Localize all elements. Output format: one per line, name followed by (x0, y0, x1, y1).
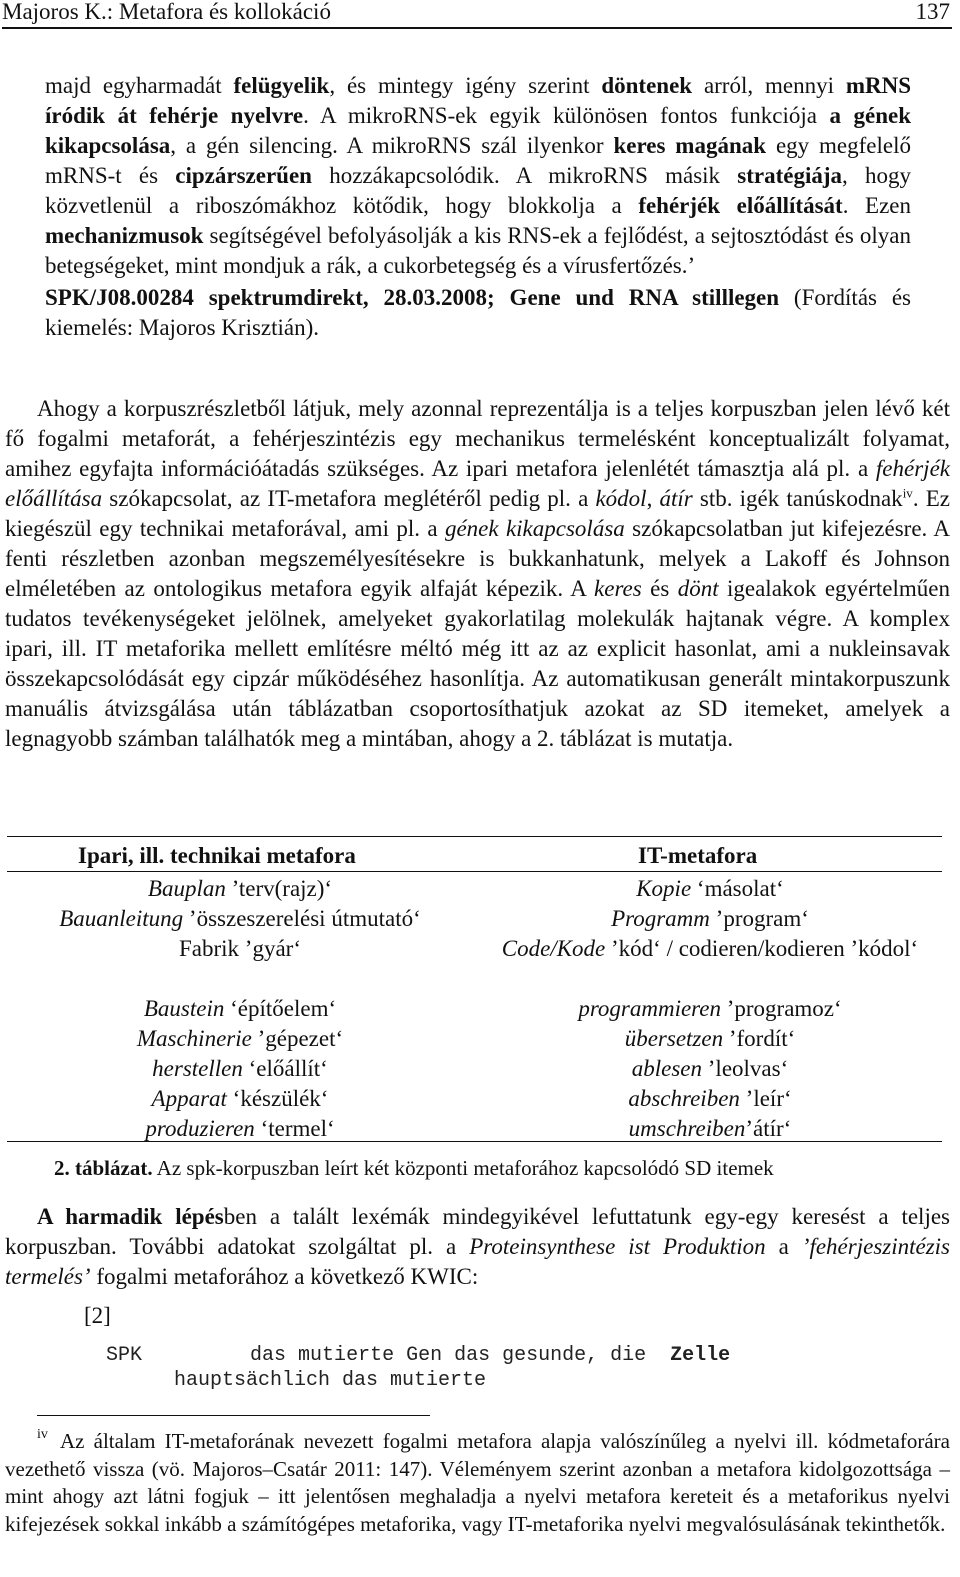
table-row: Code/Kode ’kód‘ / codieren/kodieren ’kódol‘ (501, 936, 919, 961)
table-column-it (480, 874, 940, 1144)
quote-source: SPK/J08.00284 spektrumdirekt, 28.03.2008; Gene und RNA stilllegen (Fordítás és kiemelés: Majoros Krisztián). (45, 285, 911, 340)
footnote-rule (37, 1415, 430, 1416)
table-row (10, 964, 470, 994)
table-header-right: IT-metafora (638, 843, 758, 868)
table-rule-bottom (7, 1141, 942, 1142)
kwic-left-context: das mutierte Gen das gesunde, die (250, 1344, 647, 1367)
table-row: herstellen ‘előállít‘ (152, 1056, 328, 1081)
body-paragraph-2: A harmadik lépésben a talált lexémák mindegyikével lefuttatunk egy-egy keresést a teljes korpuszban. További adatokat szolgáltat pl. a Proteinsynthese ist Produktion a ’fehérjeszintézis termelés’ fogalmi metaforához a következő KWIC: (5, 1204, 950, 1289)
table-row: Bauplan ’terv(rajz)‘ (147, 876, 333, 901)
table-row: ablesen ’leolvas‘ (631, 1056, 789, 1081)
kwic-right-context: hauptsächlich das mutierte (174, 1369, 487, 1392)
table-row: Maschinerie ’gépezet‘ (136, 1026, 344, 1051)
table-row: umschreiben’átír‘ (628, 1116, 792, 1141)
kwic-concordance (106, 1343, 730, 1393)
table-rule-header (7, 871, 942, 872)
page-number: 137 (915, 0, 950, 24)
footnote-mark: iv (37, 1427, 48, 1442)
table-row: programmieren ’programoz‘ (578, 996, 842, 1021)
example-number: [2] (84, 1303, 111, 1328)
table-row: Bauanleitung ’összeszerelési útmutató‘ (59, 906, 421, 931)
header-rule (2, 27, 952, 29)
kwic-node: Zelle (670, 1344, 731, 1367)
table-caption: 2. táblázat. Az spk-korpuszban leírt két központi metaforához kapcsolódó SD itemek (54, 1156, 774, 1180)
table-rule-top (7, 836, 942, 837)
table-row: Apparat ‘készülék‘ (151, 1086, 329, 1111)
footnote-text: Az általam IT-metaforának nevezett fogalmi metafora alapja valószínűleg a nyelvi ill. kódmetaforára vezethető vissza (vö. Majoros–Csatár 2011: 147). Véleményem szerint azonban a metafora kidolgozottsága – mint ahogy azt látni fogjuk – itt jelentősen meghaladja a nyelvi metafora kereteit és a metaforikus nyelvi kifejezések sokkal inkább a számítógépes metaforika, vagy IT-metaforika nyelvi megvalósulásának tekinthetők. (5, 1429, 950, 1536)
running-title: Majoros K.: Metafora és kollokáció (2, 0, 331, 24)
table-column-industrial (10, 874, 470, 1144)
running-head (2, 0, 950, 25)
footnote (5, 1428, 950, 1538)
table-row: Kopie ‘másolat‘ (636, 876, 784, 901)
table-row: Fabrik ’gyár‘ (179, 936, 301, 961)
footnote-ref[interactable]: iv (902, 485, 913, 501)
table-row: übersetzen ’fordít‘ (624, 1026, 796, 1051)
quote-paragraph: majd egyharmadát felügyelik, és mintegy igény szerint döntenek arról, mennyi mRNS íródik át fehérje nyelvre. A mikroRNS-ek egyik különösen fontos funkciója a gének kikapcsolása, a gén silencing. A mikroRNS szál ilyenkor keres magának egy megfelelő mRNS-t és cipzárszerűen hozzákapcsolódik. A mikroRNS másik stratégiája, hogy közvetlenül a riboszómákhoz kötődik, hogy blokkolja a fehérjék előállítását. Ezen mechanizmusok segítségével befolyásolják a kis RNS-ek a fejlődést, a sejtosztódást és olyan betegségeket, mint mondjuk a rák, a cukorbetegség és a vírusfertőzés.’ (45, 73, 911, 278)
table-row: abschreiben ’leír‘ (628, 1086, 792, 1111)
kwic-source: SPK (106, 1344, 143, 1367)
table-row: Baustein ‘építőelem‘ (143, 996, 337, 1021)
table-row: Programm ’program‘ (611, 906, 809, 931)
table-row: produzieren ‘termel‘ (145, 1116, 335, 1141)
block-quote (45, 71, 911, 343)
body-paragraph: Ahogy a korpuszrészletből látjuk, mely azonnal reprezentálja is a teljes korpuszban jelen lévő két fő fogalmi metaforát, a fehérjeszintézis egy mechanikus termelésként konceptualizált folyamat, amihez egyfajta információátadás szükséges. Az ipari metafora jelenlétét támasztja alá pl. a fehérjék előállítása szókapcsolat, az IT-metafora meglétéről pedig pl. a kódol, átír stb. igék tanúskodnak$^{iv}$. Ez kiegészül egy technikai metaforával, ami pl. a gének kikapcsolása szókapcsolatban jut kifejezésre. A fenti részletben azonban megszemélyesítésekre is bukkanhatunk, melyek a Lakoff és Johnson elméletében az ontologikus metafora egyik alfaját képezik. A keres és dönt igealakok egyértelműen tudatos tevékenységeket jelölnek, amelyeket gyakorlatilag molekulák hajtanak végre. A komplex ipari, ill. IT metaforika mellett említésre méltó még itt az az explicit hasonlat, ami a nukleinsavak összekapcsolódását egy cipzár működéséhez hasonlítja. Az automatikusan generált mintakorpuszunk manuális átvizsgálása után táblázatban csoportosíthatjuk azokat az SD itemeket, amelyek a legnagyobb számban találhatók meg a mintában, ahogy a 2. táblázat is mutatja. (5, 396, 950, 751)
table-header-left: Ipari, ill. technikai metafora (78, 843, 356, 868)
